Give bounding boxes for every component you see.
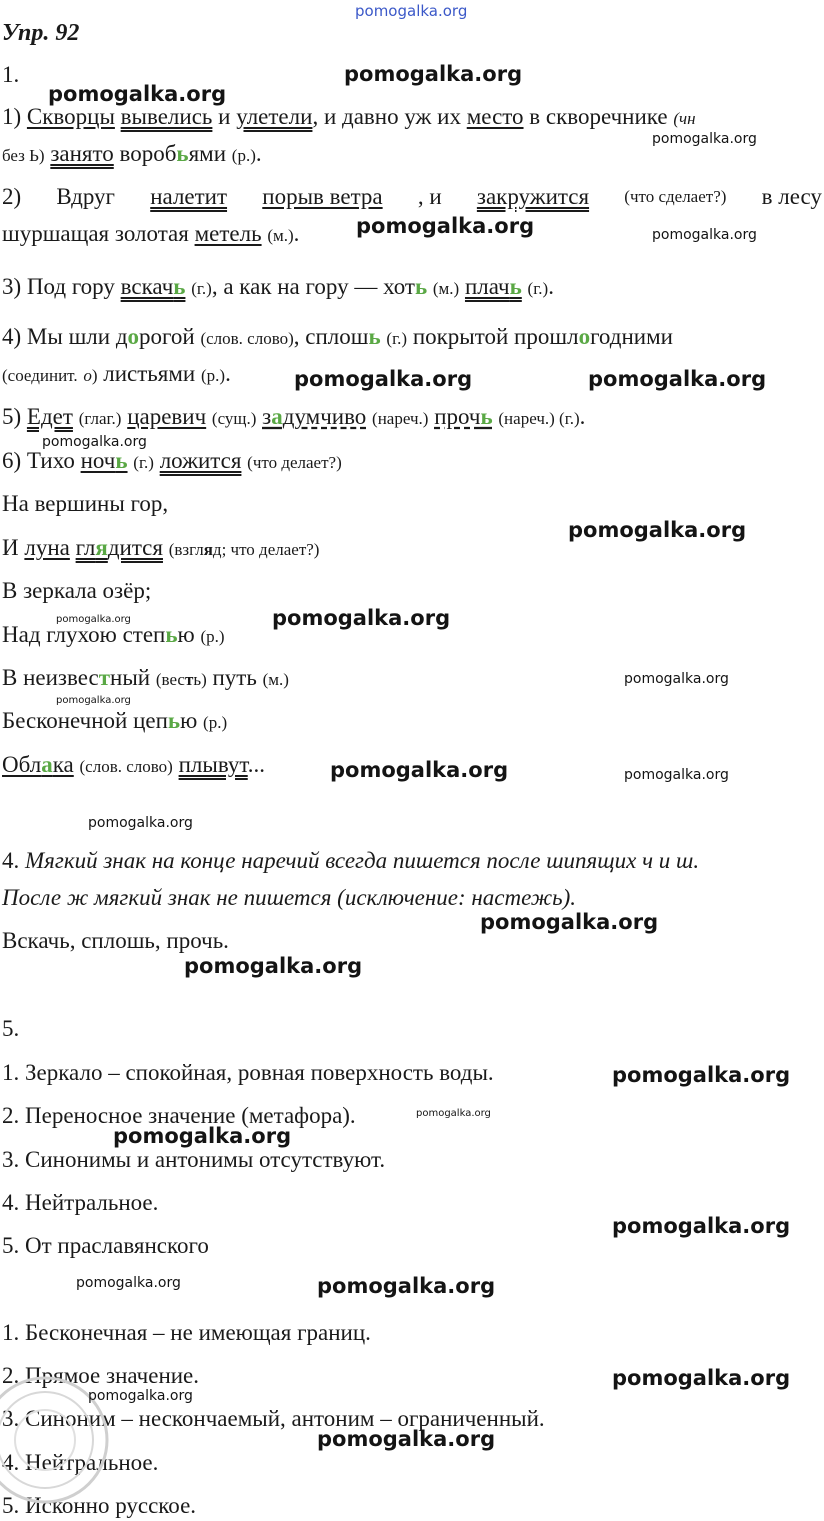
sentence-3: 3) Под гору вскачь (г.), а как на гору — хоть (м.) плачь (г.). — [2, 274, 554, 299]
watermark: pomogalka.org — [42, 434, 147, 450]
task-5-b-item-1: 1. Бесконечная – не имеющая границ. — [2, 1320, 371, 1345]
task-5-a-item-2: 2. Переносное значение (метафора). — [2, 1103, 356, 1128]
watermark: pomogalka.org — [416, 1108, 491, 1119]
exercise-title: Упр. 92 — [2, 20, 80, 46]
task-1-number: 1. — [2, 62, 20, 87]
task-5-a-item-1: 1. Зеркало – спокойная, ровная поверхность воды. — [2, 1060, 494, 1085]
watermark: pomogalka.org — [272, 606, 451, 630]
task-4-rule-line-1: 4. Мягкий знак на конце наречий всегда пишется после шипящих ч и ш. — [2, 848, 700, 873]
watermark: pomogalka.org — [330, 758, 509, 782]
watermark: pomogalka.org — [612, 1063, 791, 1087]
task-5-number: 5. — [2, 1016, 20, 1041]
poem-line-3: И луна глядится (взгляд; что делает?) — [2, 535, 320, 560]
sentence-4-line-2: (соединит. о) листьями (р.). — [2, 361, 231, 386]
watermark: pomogalka.org — [317, 1427, 496, 1451]
sentence-5: 5) Едет (глаг.) царевич (сущ.) задумчиво (нареч.) прочь (нареч.) (г.). — [2, 404, 586, 429]
watermark: pomogalka.org — [624, 767, 729, 783]
poem-line-8: Облака (слов. слово) плывут... — [2, 752, 265, 777]
watermark: pomogalka.org — [113, 1124, 292, 1148]
watermark: pomogalka.org — [624, 671, 729, 687]
poem-line-6: В неизвестный (весть) путь (м.) — [2, 665, 289, 690]
poem-line-2: На вершины гор, — [2, 491, 169, 516]
watermark: pomogalka.org — [48, 82, 227, 106]
watermark: pomogalka.org — [480, 910, 659, 934]
sentence-4-line-1: 4) Мы шли дорогой (слов. слово), сплошь (г.) покрытой прошлогодними — [2, 324, 673, 349]
watermark: pomogalka.org — [568, 518, 747, 542]
task-4-examples: Вскачь, сплошь, прочь. — [2, 928, 229, 953]
watermark: pomogalka.org — [588, 367, 767, 391]
poem-line-1: 6) Тихо ночь (г.) ложится (что делает?) — [2, 448, 342, 473]
watermark: pomogalka.org — [344, 62, 523, 86]
sentence-2-line-2: шуршащая золотая метель (м.). — [2, 221, 300, 246]
task-5-b-item-3: 3. Синоним – нескончаемый, антоним – ограниченный. — [2, 1406, 545, 1431]
watermark-top: pomogalka.org — [355, 2, 468, 20]
watermark: pomogalka.org — [317, 1274, 496, 1298]
poem-line-7: Бесконечной цепью (р.) — [2, 708, 228, 733]
watermark: pomogalka.org — [88, 1388, 193, 1404]
task-5-a-item-3: 3. Синонимы и антонимы отсутствуют. — [2, 1147, 386, 1172]
watermark: pomogalka.org — [56, 614, 131, 625]
task-5-b-item-5: 5. Исконно русское. — [2, 1493, 197, 1518]
watermark: pomogalka.org — [612, 1214, 791, 1238]
sentence-1-line-1: 1) Скворцы вывелись и улетели, и давно уж их место в скворечнике (чн — [2, 104, 696, 129]
task-5-b-item-4: 4. Нейтральное. — [2, 1450, 159, 1475]
watermark: pomogalka.org — [184, 954, 363, 978]
task-5-a-item-4: 4. Нейтральное. — [2, 1190, 159, 1215]
watermark: pomogalka.org — [76, 1275, 181, 1291]
poem-line-4: В зеркала озёр; — [2, 578, 152, 603]
watermark: pomogalka.org — [356, 214, 535, 238]
watermark: pomogalka.org — [294, 367, 473, 391]
watermark: pomogalka.org — [652, 131, 757, 147]
sentence-1-line-2: без Ь) занято воробьями (р.). — [2, 141, 262, 166]
task-5-b-item-2: 2. Прямое значение. — [2, 1363, 200, 1388]
watermark: pomogalka.org — [56, 695, 131, 706]
watermark: pomogalka.org — [612, 1366, 791, 1390]
task-4-rule-line-2: После ж мягкий знак не пишется (исключение: настежь). — [2, 885, 577, 910]
poem-line-5: Над глухою степью (р.) — [2, 622, 225, 647]
sentence-2-line-1: 2) Вдруг налетит порыв ветра , и закружится (что сделает?) в лесу — [2, 184, 822, 209]
watermark: pomogalka.org — [652, 227, 757, 243]
task-5-a-item-5: 5. От праславянского — [2, 1233, 209, 1258]
watermark: pomogalka.org — [88, 815, 193, 831]
